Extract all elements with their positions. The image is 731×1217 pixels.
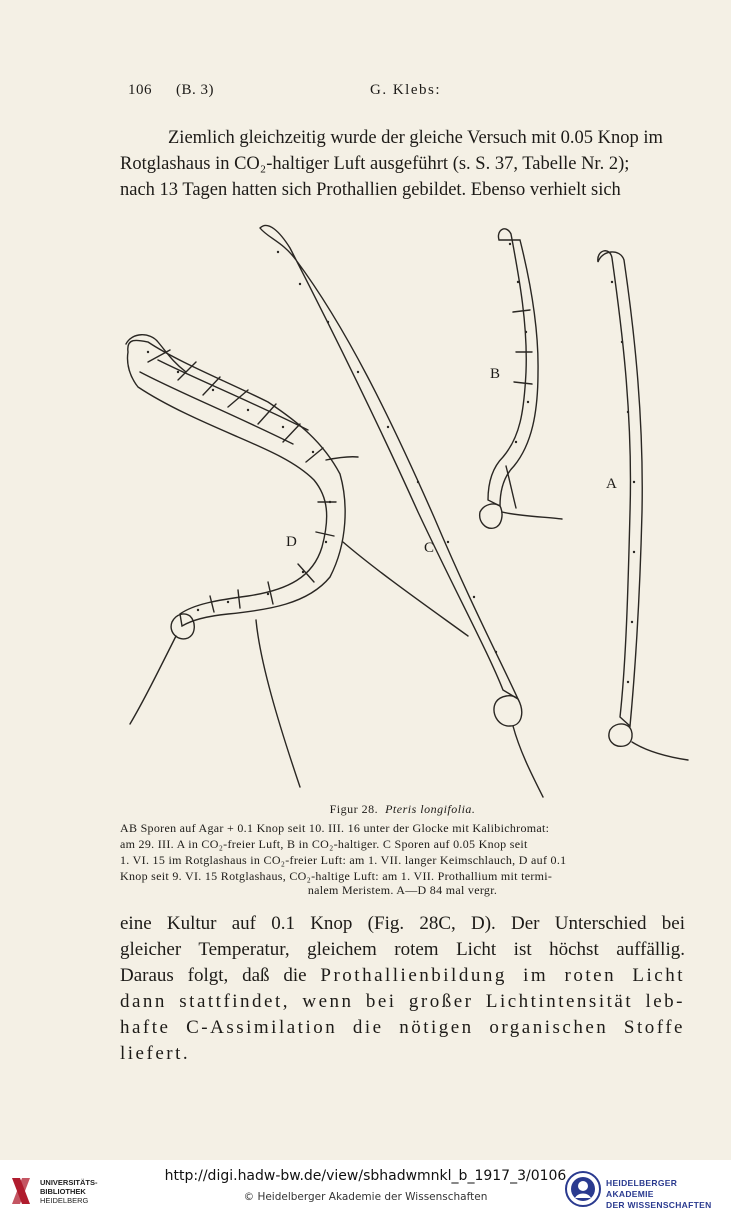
figure-species: Pteris longifolia. [385,802,476,816]
caption-line: Knop seit 9. VI. 15 Rotglashaus, CO₂-haltige Luft: am 1. VII. Prothallium mit termi- [120,869,553,883]
text-line: Rotglashaus in CO₂-haltiger Luft ausgeführt (s. S. 37, Tabelle Nr. 2); [120,154,630,174]
emphasized-line: liefert. [120,1043,191,1064]
germ-tube-a [598,251,642,726]
figure-caption-title [120,802,685,817]
rhizoid-c [513,726,543,797]
logo-line: UNIVERSITÄTS- [40,1178,98,1187]
figure-label-c: C [424,540,435,556]
text-line: gleicher Temperatur, gleichem rotem Licht ist höchst auffällig. [120,939,685,960]
rhizoid-b [502,512,562,519]
rhizoid-a [632,742,688,760]
figure-number: Figur 28. [329,802,379,816]
rhizoid-d2 [256,620,300,787]
emphasized-line: dann stattfindet, wenn bei großer Lichtintensität leb- [120,991,685,1012]
emphasized-text: Prothallienbildung im roten Licht [320,965,685,986]
germ-tube-c [260,225,518,699]
text-line: Ziemlich gleichzeitig wurde der gleiche Versuch mit 0.05 Knop im [168,128,663,148]
rhizoid-d3 [343,542,468,636]
academy-seal-icon [564,1170,602,1208]
rhizoid-b2 [506,466,516,508]
text-fragment: Daraus folgt, daß die [120,965,321,986]
rhizoid-d1 [130,636,176,724]
figure-label-a: A [606,476,617,492]
logo-line: HEIDELBERGER AKADEMIE [606,1178,678,1199]
spore-a [609,724,632,746]
top-paragraph [120,125,685,203]
caption-line: AB Sporen auf Agar + 0.1 Knop seit 10. III. 16 unter der Glocke mit Kalibichromat: [120,821,550,835]
text-line: eine Kultur auf 0.1 Knop (Fig. 28C, D). Der Unterschied bei [120,913,685,934]
section-marker: (B. 3) [176,82,214,98]
footer-bar [0,1160,731,1217]
caption-line: am 29. III. A in CO₂-freier Luft, B in CO₂-haltiger. C Sporen auf 0.05 Knop seit [120,837,528,851]
logo-line: BIBLIOTHEK [40,1187,86,1196]
page-number: 106 [128,82,152,98]
spore-d [171,614,194,639]
text-line [120,963,685,989]
figure-label-d: D [286,534,297,550]
academy-logo[interactable] [564,1168,724,1212]
figure-label-b: B [490,366,501,382]
copyright-notice: © Heidelberger Akademie der Wissenschaften [243,1191,488,1203]
emphasized-line: hafte C-Assimilation die nötigen organischen Stoffe [120,1017,685,1038]
figure-illustration [118,212,698,802]
spore-c [494,696,522,726]
logo-line: DER WISSENSCHAFTEN [606,1200,712,1210]
permalink-url[interactable]: http://digi.hadw-bw.de/view/sbhadwmnkl_b_1917_3/0106 [164,1168,567,1184]
caption-last-line: nalem Meristem. A—D 84 mal vergr. [307,883,498,897]
spore-b [480,504,502,528]
running-header [120,82,685,104]
logo-line: HEIDELBERG [40,1196,89,1205]
text-line: nach 13 Tagen hatten sich Prothallien gebildet. Ebenso verhielt sich [120,180,621,200]
running-author: G. Klebs: [370,82,441,98]
bottom-paragraph [120,911,685,1067]
prothallium-d [127,340,345,626]
academy-logo-text [606,1178,724,1211]
figure-caption [120,820,685,884]
caption-line: 1. VI. 15 im Rotglashaus in CO₂-freier Luft: am 1. VII. langer Keimschlauch, D auf 0.1 [120,853,567,867]
